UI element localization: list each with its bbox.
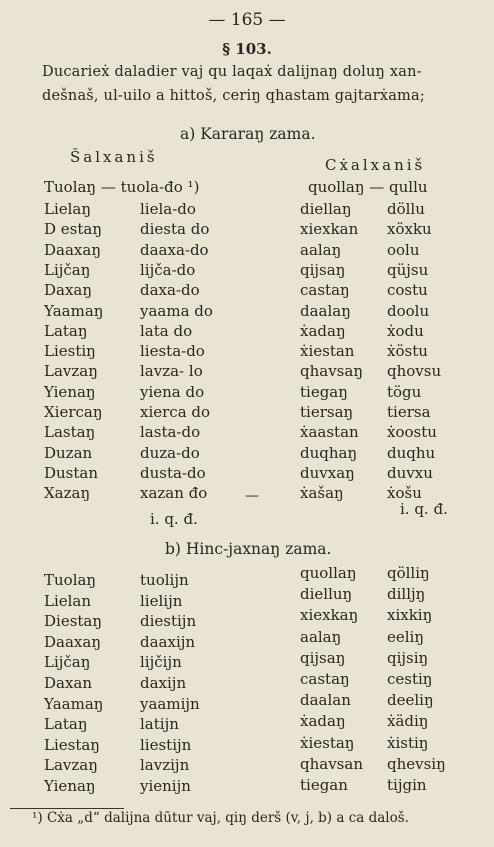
a-row-form-right: döllu	[387, 200, 425, 218]
b-row-word-right: aalaŋ	[300, 627, 342, 646]
b-row-word-left: Tuolaŋ	[44, 571, 97, 589]
a-row-form-left: daxa-do	[140, 281, 200, 300]
a-row-word-left: Lavzaŋ	[44, 362, 98, 381]
a-row-word-right: daalaŋ	[300, 301, 351, 320]
a-row-word-right: ẋaastan	[300, 423, 359, 442]
a-row-form-left: daaxa-do	[140, 240, 209, 259]
a-row-form-right: ẋodu	[387, 321, 424, 340]
iqd-right: i. q. đ.	[400, 500, 448, 518]
a-row-form-left: lata do	[140, 321, 193, 340]
b-row-word-left: Liestaŋ	[44, 735, 100, 754]
b-row-word-right: qijsaŋ	[300, 648, 346, 667]
b-row-form-left: tuolijn	[140, 571, 189, 589]
a-row-word-left: Lastaŋ	[44, 423, 96, 442]
b-row-form-right: qölliŋ	[387, 564, 430, 582]
dash-mark: —	[245, 488, 259, 504]
b-row-form-right: deeliŋ	[387, 691, 434, 710]
a-row-word-right: ẋašaŋ	[300, 484, 344, 503]
a-row-word-right: ẋiestan	[300, 342, 355, 361]
a-row-form-right: ẋöstu	[387, 342, 428, 361]
a-row-form-left: liesta-do	[140, 342, 205, 361]
a-row-form-left: xazan đo	[140, 484, 208, 503]
b-row-form-right: ẋistiŋ	[387, 733, 429, 752]
a-row-word-left: Duzan	[44, 443, 93, 462]
a-row-form-left: liela-do	[140, 200, 196, 218]
a-row-word-left: Dustan	[44, 463, 99, 482]
b-row-form-left: liestijn	[140, 735, 192, 754]
a-row-form-right: tiersa	[387, 403, 431, 421]
column-heading-right: Cẋalxaniš	[325, 156, 426, 174]
a-row-word-left: Daxaŋ	[44, 281, 93, 300]
a-row-form-right: doolu	[387, 301, 430, 320]
b-row-word-left: Lielan	[44, 591, 92, 610]
b-row-word-left: Daxan	[44, 674, 93, 692]
first-row-left: Tuolaŋ — tuola-đo ¹)	[44, 178, 200, 196]
a-row-form-right: ẋošu	[387, 484, 422, 503]
a-row-form-left: xierca do	[140, 403, 211, 421]
b-row-form-right: xixkiŋ	[387, 606, 433, 625]
a-row-word-right: tiersaŋ	[300, 403, 354, 421]
a-row-word-left: Lataŋ	[44, 321, 88, 340]
b-row-word-left: Yienaŋ	[44, 777, 96, 795]
a-row-form-left: dusta-do	[140, 463, 206, 482]
a-row-form-left: yaama do	[140, 301, 213, 320]
b-row-form-left: yienijn	[140, 777, 191, 795]
a-row-word-right: duvxaŋ	[300, 463, 355, 482]
a-row-word-right: duqhaŋ	[300, 443, 358, 462]
b-row-word-right: ẋadaŋ	[300, 712, 346, 731]
a-row-word-left: D estaŋ	[44, 220, 103, 239]
b-row-word-left: Diestaŋ	[44, 612, 103, 631]
footnote-rule	[10, 808, 124, 809]
intro-line-1: Ducarieẋ daladier vaj qu laqaẋ dalijnaŋ doluŋ xan-	[42, 64, 422, 80]
b-row-form-left: latijn	[140, 715, 179, 734]
part-a-heading: a) Kararaŋ zama.	[180, 125, 316, 143]
first-row-right: quollaŋ — qullu	[308, 178, 428, 196]
a-row-form-right: tögu	[387, 382, 422, 401]
a-row-word-left: Xiercaŋ	[44, 403, 103, 421]
a-row-word-right: tiegaŋ	[300, 382, 348, 401]
b-row-word-right: xiexkaŋ	[300, 606, 359, 625]
b-row-word-left: Lavzaŋ	[44, 756, 98, 775]
b-row-word-right: quollaŋ	[300, 564, 357, 582]
b-row-word-left: Daaxaŋ	[44, 632, 101, 651]
a-row-form-right: duqhu	[387, 443, 436, 462]
part-b-heading: b) Hinc-jaxnaŋ zama.	[165, 540, 332, 558]
a-row-form-right: ẋoostu	[387, 423, 437, 442]
b-row-form-right: tijgin	[387, 776, 427, 794]
a-row-word-right: diellaŋ	[300, 200, 352, 218]
a-row-form-right: costu	[387, 281, 428, 300]
b-row-word-left: Yaamaŋ	[44, 694, 104, 713]
b-row-word-right: castaŋ	[300, 670, 350, 688]
a-row-form-left: lasta-do	[140, 423, 201, 442]
a-row-word-right: qhavsaŋ	[300, 362, 363, 381]
a-row-word-right: aalaŋ	[300, 240, 342, 259]
a-row-form-right: qüjsu	[387, 260, 429, 279]
b-row-form-right: ẋädiŋ	[387, 712, 429, 731]
a-row-form-right: duvxu	[387, 463, 433, 482]
iqd-left: i. q. đ.	[150, 510, 198, 528]
b-row-word-left: Lijčaŋ	[44, 653, 91, 672]
a-row-word-right: ẋadaŋ	[300, 321, 346, 340]
a-row-form-left: yiena do	[140, 382, 205, 401]
b-row-word-right: qhavsan	[300, 754, 363, 773]
b-row-form-left: lielijn	[140, 591, 183, 610]
a-row-form-left: duza-do	[140, 443, 200, 462]
a-row-word-right: castaŋ	[300, 281, 350, 300]
b-row-form-right: dilljŋ	[387, 585, 426, 604]
b-row-form-right: eeliŋ	[387, 627, 425, 646]
intro-line-2: dešnaš, ul-uilo a hittoš, ceriŋ qhastam gajtarẋama;	[42, 88, 425, 104]
b-row-form-right: qijsiŋ	[387, 648, 429, 667]
page-number: — 165 —	[208, 10, 286, 30]
b-row-form-left: diestijn	[140, 612, 197, 631]
b-row-form-left: daaxijn	[140, 632, 196, 651]
a-row-form-left: diesta do	[140, 220, 210, 239]
b-row-form-right: qhevsiŋ	[387, 754, 446, 773]
b-row-form-left: yaamijn	[140, 694, 200, 713]
a-row-word-left: Lijčaŋ	[44, 260, 91, 279]
b-row-word-right: daalan	[300, 691, 351, 710]
footnote: ¹) Cẋa „d“ dalijna dūtur vaj, qiŋ derš (v, j, b) a ca daloš.	[32, 810, 409, 826]
a-row-word-left: Daaxaŋ	[44, 240, 101, 259]
b-row-word-right: dielluŋ	[300, 585, 353, 604]
column-heading-left: Šalxaniš	[70, 148, 158, 166]
a-row-word-left: Liestiŋ	[44, 342, 96, 361]
a-row-word-right: qijsaŋ	[300, 260, 346, 279]
a-row-word-left: Yienaŋ	[44, 382, 96, 401]
a-row-form-right: qhovsu	[387, 362, 442, 381]
b-row-word-right: tiegan	[300, 776, 348, 794]
a-row-form-right: oolu	[387, 240, 420, 259]
b-row-form-right: cestiŋ	[387, 670, 433, 688]
b-row-word-right: ẋiestaŋ	[300, 733, 355, 752]
section-heading: § 103.	[222, 40, 272, 58]
b-row-word-left: Lataŋ	[44, 715, 88, 734]
a-row-form-left: lavza- lo	[140, 362, 203, 381]
a-row-word-left: Lielaŋ	[44, 200, 92, 218]
b-row-form-left: lijčijn	[140, 653, 182, 672]
b-row-form-left: daxijn	[140, 674, 187, 692]
a-row-word-left: Yaamaŋ	[44, 301, 104, 320]
b-row-form-left: lavzijn	[140, 756, 190, 775]
a-row-form-right: xöxku	[387, 220, 432, 239]
a-row-form-left: lijča-do	[140, 260, 196, 279]
a-row-word-right: xiexkan	[300, 220, 359, 239]
a-row-word-left: Xazaŋ	[44, 484, 91, 503]
